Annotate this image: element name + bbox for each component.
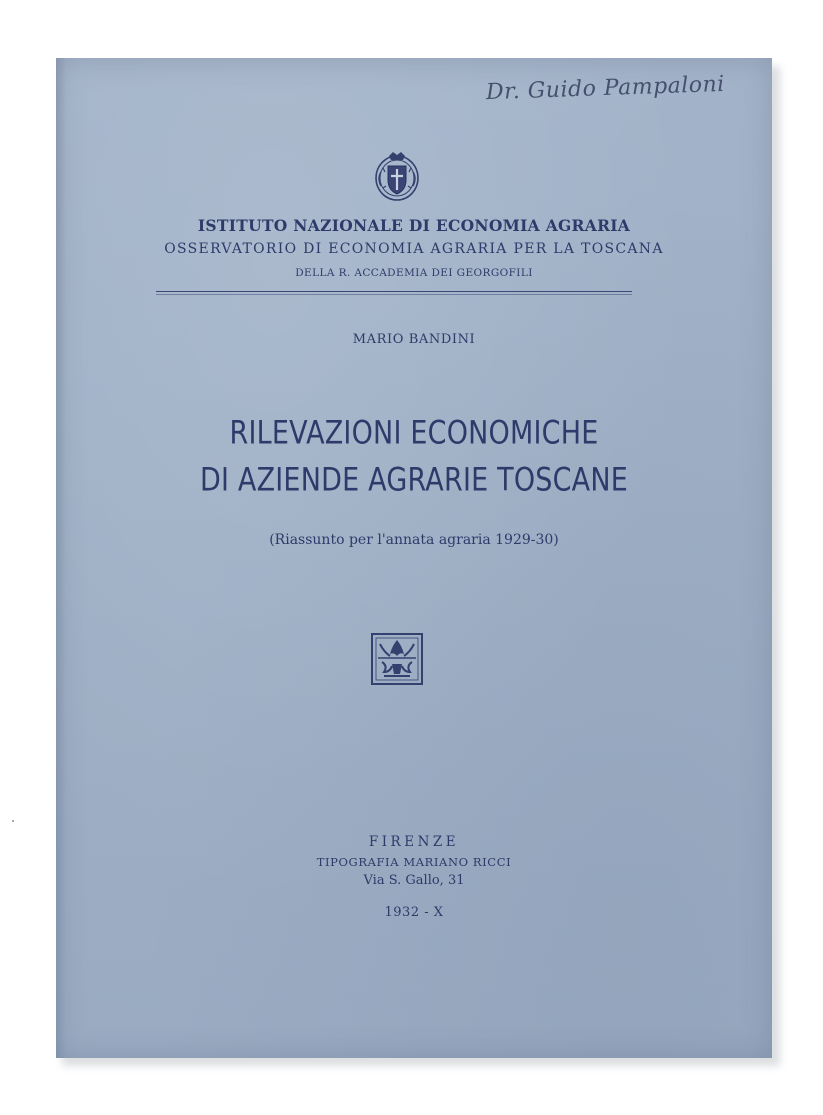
coat-of-arms-icon <box>373 150 421 202</box>
title-line-2: DI AZIENDE AGRARIE TOSCANE <box>199 462 629 499</box>
imprint-year: 1932 - X <box>384 905 444 920</box>
observatory-name: OSSERVATORIO DI ECONOMIA AGRARIA PER LA TOSCANA <box>164 241 664 257</box>
book-cover <box>56 58 772 1058</box>
header-divider-secondary <box>156 294 632 295</box>
header-divider <box>156 291 632 292</box>
dust-speck <box>12 820 14 822</box>
academy-name: DELLA R. ACCADEMIA DEI GEORGOFILI <box>295 267 533 279</box>
floral-ornament-icon <box>370 632 424 686</box>
imprint-printer: TIPOGRAFIA MARIANO RICCI <box>316 855 512 869</box>
subtitle: (Riassunto per l'annata agraria 1929-30) <box>269 532 559 548</box>
author-name: MARIO BANDINI <box>352 332 476 347</box>
institute-name: ISTITUTO NAZIONALE DI ECONOMIA AGRARIA <box>197 216 631 235</box>
imprint-city: FIRENZE <box>368 834 460 850</box>
imprint-address: Via S. Gallo, 31 <box>363 873 465 888</box>
handwritten-signature: Dr. Guido Pampaloni <box>485 71 726 106</box>
title-line-1: RILEVAZIONI ECONOMICHE <box>229 415 599 452</box>
